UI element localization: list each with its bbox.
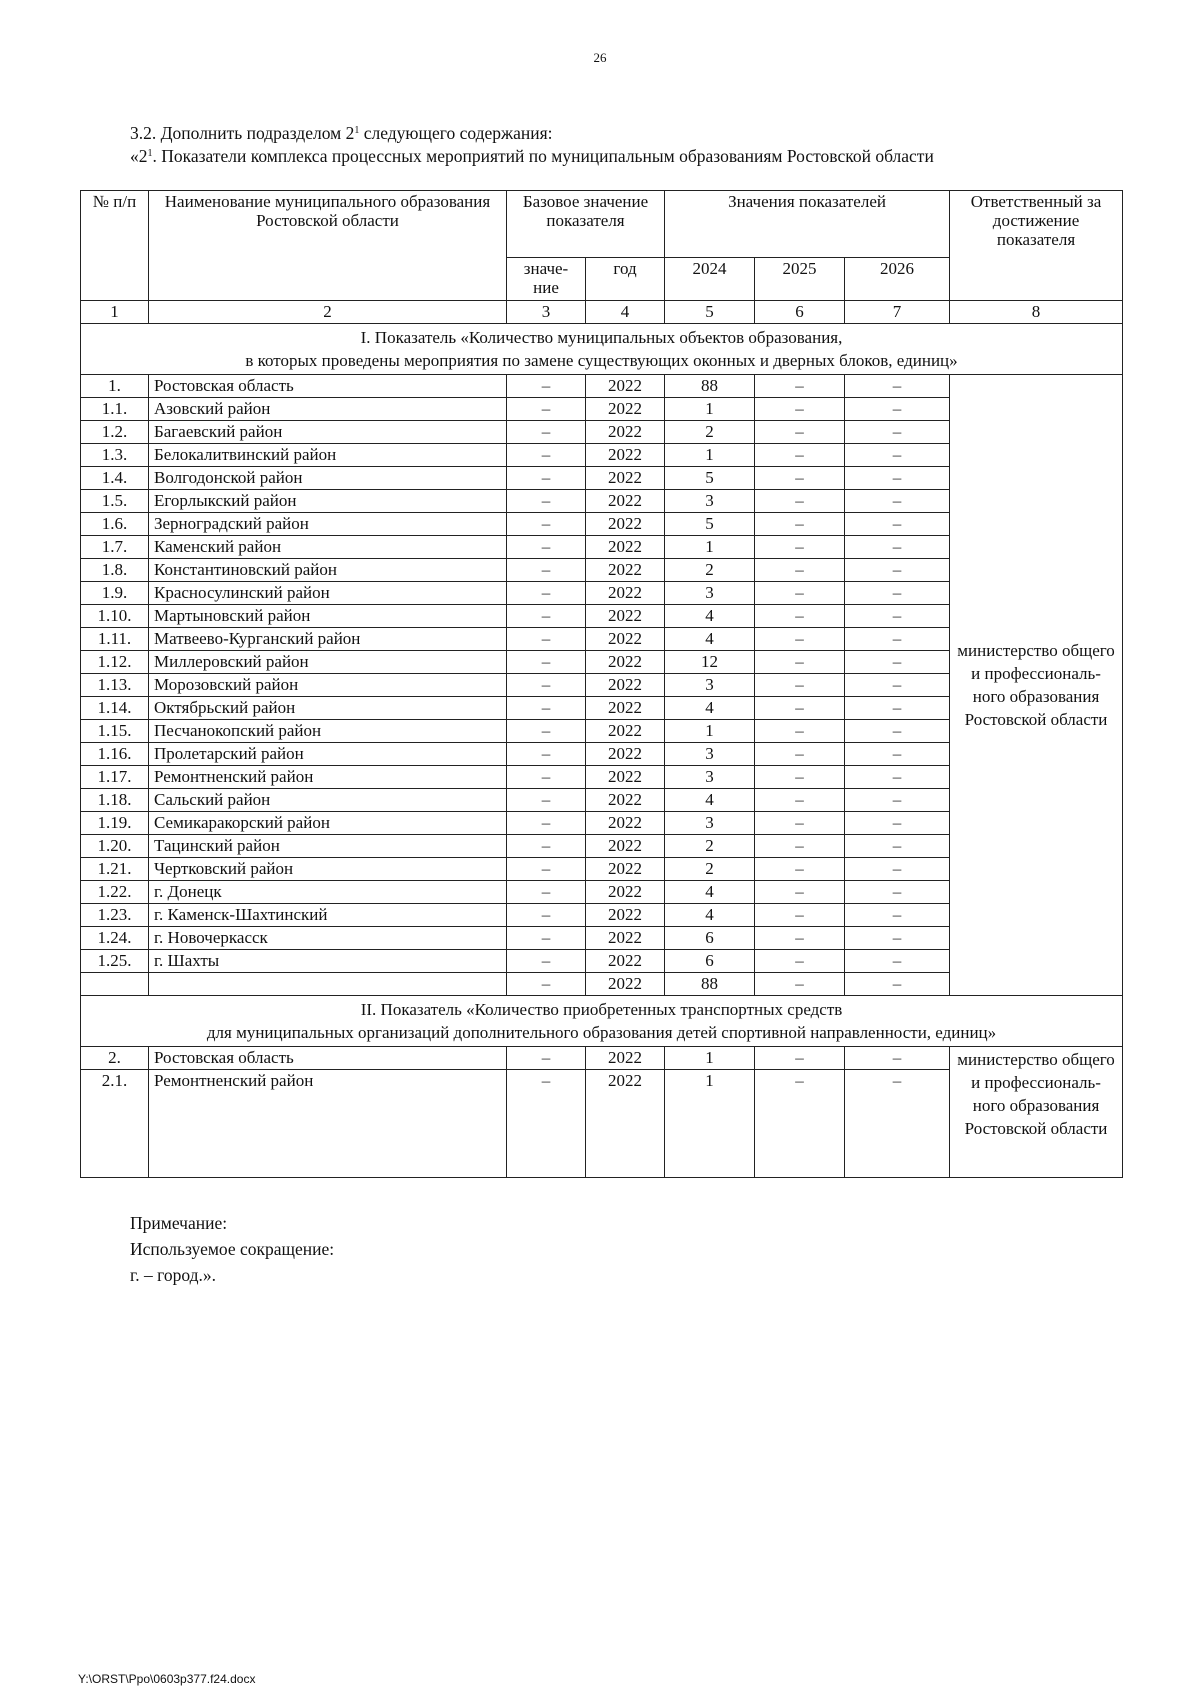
base-value: – — [507, 582, 586, 605]
row-number: 1.17. — [81, 766, 149, 789]
superscript: 1 — [147, 148, 153, 159]
value-2026: – — [845, 375, 950, 398]
base-year: 2022 — [586, 1047, 665, 1070]
value-2026: – — [845, 766, 950, 789]
base-value: – — [507, 835, 586, 858]
base-year: 2022 — [586, 927, 665, 950]
value-2024: 6 — [665, 950, 755, 973]
municipality-name: Миллеровский район — [149, 651, 507, 674]
base-value: – — [507, 789, 586, 812]
value-2024: 1 — [665, 1070, 755, 1178]
row-number: 1.7. — [81, 536, 149, 559]
value-2024: 3 — [665, 766, 755, 789]
value-2025: – — [755, 1047, 845, 1070]
value-2025: – — [755, 697, 845, 720]
base-year: 2022 — [586, 858, 665, 881]
section-1-title-row — [81, 324, 1123, 375]
base-value: – — [507, 697, 586, 720]
value-2026: – — [845, 1047, 950, 1070]
value-2024: 6 — [665, 927, 755, 950]
header-name: Наименование муниципального образования Ростовской области — [149, 191, 507, 301]
municipality-name: Азовский район — [149, 398, 507, 421]
intro-line-1-text-end: следующего содержания: — [359, 123, 553, 143]
value-2026: – — [845, 950, 950, 973]
value-2026: – — [845, 398, 950, 421]
value-2026: – — [845, 467, 950, 490]
value-2024: 88 — [665, 375, 755, 398]
row-number: 1.13. — [81, 674, 149, 697]
row-number: 1.2. — [81, 421, 149, 444]
value-2026: – — [845, 651, 950, 674]
table-row — [81, 375, 1123, 398]
municipality-name: г. Шахты — [149, 950, 507, 973]
row-number: 1.1. — [81, 398, 149, 421]
value-2025: – — [755, 582, 845, 605]
base-year: 2022 — [586, 582, 665, 605]
municipality-name — [149, 973, 507, 996]
base-year: 2022 — [586, 490, 665, 513]
value-2024: 2 — [665, 858, 755, 881]
base-year: 2022 — [586, 1070, 665, 1178]
base-value: – — [507, 720, 586, 743]
base-year: 2022 — [586, 720, 665, 743]
column-number: 7 — [845, 301, 950, 324]
municipality-name: Ремонтненский район — [149, 766, 507, 789]
base-year: 2022 — [586, 559, 665, 582]
value-2025: – — [755, 674, 845, 697]
row-number: 1.22. — [81, 881, 149, 904]
column-number: 5 — [665, 301, 755, 324]
value-2024: 1 — [665, 536, 755, 559]
value-2025: – — [755, 835, 845, 858]
value-2024: 4 — [665, 697, 755, 720]
column-numbers-row — [81, 301, 1123, 324]
value-2025: – — [755, 973, 845, 996]
row-number: 1.20. — [81, 835, 149, 858]
row-number: 1.3. — [81, 444, 149, 467]
row-number: 1.12. — [81, 651, 149, 674]
value-2026: – — [845, 674, 950, 697]
value-2026: – — [845, 743, 950, 766]
base-year: 2022 — [586, 743, 665, 766]
header-base-year: год — [586, 258, 665, 301]
municipality-name: Мартыновский район — [149, 605, 507, 628]
municipality-name: Чертковский район — [149, 858, 507, 881]
value-2025: – — [755, 536, 845, 559]
municipality-name: Ремонтненский район — [149, 1070, 507, 1178]
row-number: 1.21. — [81, 858, 149, 881]
value-2024: 3 — [665, 582, 755, 605]
value-2024: 4 — [665, 904, 755, 927]
base-value: – — [507, 858, 586, 881]
value-2026: – — [845, 927, 950, 950]
value-2024: 1 — [665, 720, 755, 743]
base-value: – — [507, 1047, 586, 1070]
column-number: 8 — [950, 301, 1123, 324]
value-2025: – — [755, 743, 845, 766]
row-number: 1.10. — [81, 605, 149, 628]
base-year: 2022 — [586, 467, 665, 490]
value-2025: – — [755, 559, 845, 582]
column-number: 6 — [755, 301, 845, 324]
indicators-table — [80, 190, 1123, 1178]
base-year: 2022 — [586, 697, 665, 720]
value-2024: 4 — [665, 881, 755, 904]
superscript: 1 — [354, 125, 360, 136]
row-number: 1. — [81, 375, 149, 398]
row-number: 1.4. — [81, 467, 149, 490]
base-value: – — [507, 973, 586, 996]
municipality-name: Октябрьский район — [149, 697, 507, 720]
value-2024: 1 — [665, 1047, 755, 1070]
header-values: Значения показателей — [665, 191, 950, 258]
intro-line-1 — [130, 122, 1130, 145]
base-value: – — [507, 513, 586, 536]
municipality-name: Константиновский район — [149, 559, 507, 582]
section-2-title — [81, 996, 1123, 1047]
value-2025: – — [755, 467, 845, 490]
base-value: – — [507, 375, 586, 398]
value-2026: – — [845, 720, 950, 743]
base-value: – — [507, 398, 586, 421]
value-2025: – — [755, 398, 845, 421]
value-2025: – — [755, 490, 845, 513]
base-value: – — [507, 881, 586, 904]
value-2024: 3 — [665, 674, 755, 697]
municipality-name: Сальский район — [149, 789, 507, 812]
column-number: 1 — [81, 301, 149, 324]
row-number: 1.18. — [81, 789, 149, 812]
row-number: 1.19. — [81, 812, 149, 835]
value-2025: – — [755, 720, 845, 743]
value-2024: 1 — [665, 398, 755, 421]
value-2026: – — [845, 582, 950, 605]
base-value: – — [507, 444, 586, 467]
section-2-title-line-1: II. Показатель «Количество приобретенных транспортных средств — [360, 1000, 843, 1019]
value-2025: – — [755, 881, 845, 904]
value-2024: 4 — [665, 628, 755, 651]
base-year: 2022 — [586, 398, 665, 421]
base-value: – — [507, 605, 586, 628]
municipality-name: Ростовская область — [149, 375, 507, 398]
base-value: – — [507, 766, 586, 789]
value-2024: 3 — [665, 490, 755, 513]
value-2026: – — [845, 858, 950, 881]
value-2025: – — [755, 628, 845, 651]
row-number: 1.24. — [81, 927, 149, 950]
base-value: – — [507, 490, 586, 513]
value-2024: 4 — [665, 789, 755, 812]
value-2026: – — [845, 973, 950, 996]
header-2025: 2025 — [755, 258, 845, 301]
base-value: – — [507, 467, 586, 490]
base-value: – — [507, 421, 586, 444]
municipality-name: Белокалитвинский район — [149, 444, 507, 467]
note-title: Примечание: — [130, 1213, 228, 1233]
value-2024: 3 — [665, 812, 755, 835]
value-2025: – — [755, 421, 845, 444]
base-year: 2022 — [586, 605, 665, 628]
base-value: – — [507, 674, 586, 697]
header-responsible: Ответственный за достижение показателя — [950, 191, 1123, 301]
value-2025: – — [755, 444, 845, 467]
value-2025: – — [755, 651, 845, 674]
value-2025: – — [755, 766, 845, 789]
municipality-name: Красносулинский район — [149, 582, 507, 605]
section-1-title — [81, 324, 1123, 375]
base-year: 2022 — [586, 835, 665, 858]
municipality-name: г. Донецк — [149, 881, 507, 904]
base-value: – — [507, 927, 586, 950]
base-year: 2022 — [586, 375, 665, 398]
base-value: – — [507, 1070, 586, 1178]
table-row — [81, 1047, 1123, 1070]
value-2026: – — [845, 789, 950, 812]
value-2026: – — [845, 490, 950, 513]
file-path-footer: Y:\ORST\Ppo\0603p377.f24.docx — [78, 1672, 256, 1686]
value-2025: – — [755, 904, 845, 927]
value-2025: – — [755, 513, 845, 536]
intro-line-2-text-end: . Показатели комплекса процессных мероприятий по муниципальным образованиям Ростовской области — [152, 146, 934, 166]
value-2025: – — [755, 605, 845, 628]
note-abbreviation: г. – город.». — [130, 1265, 216, 1285]
column-number: 4 — [586, 301, 665, 324]
value-2025: – — [755, 1070, 845, 1178]
base-year: 2022 — [586, 513, 665, 536]
base-year: 2022 — [586, 444, 665, 467]
section-2-title-line-2: для муниципальных организаций дополнительного образования детей спортивной направленности, единиц» — [206, 1023, 997, 1042]
value-2026: – — [845, 812, 950, 835]
value-2026: – — [845, 444, 950, 467]
value-2024: 3 — [665, 743, 755, 766]
value-2026: – — [845, 835, 950, 858]
value-2025: – — [755, 375, 845, 398]
municipality-name: Егорлыкский район — [149, 490, 507, 513]
value-2024: 5 — [665, 513, 755, 536]
value-2026: – — [845, 421, 950, 444]
value-2024: 4 — [665, 605, 755, 628]
row-number: 1.8. — [81, 559, 149, 582]
responsible-authority: министерство общего и профессиональ- ного образования Ростовской области — [950, 1047, 1123, 1178]
value-2024: 12 — [665, 651, 755, 674]
base-value: – — [507, 559, 586, 582]
column-number: 2 — [149, 301, 507, 324]
row-number: 1.25. — [81, 950, 149, 973]
value-2026: – — [845, 628, 950, 651]
section-1-title-line-2: в которых проведены мероприятия по замене существующих оконных и дверных блоков, единиц» — [245, 351, 958, 370]
intro-line-2-text: «2 — [130, 146, 148, 166]
base-value: – — [507, 812, 586, 835]
row-number: 1.23. — [81, 904, 149, 927]
base-year: 2022 — [586, 950, 665, 973]
value-2024: 2 — [665, 835, 755, 858]
municipality-name: г. Каменск-Шахтинский — [149, 904, 507, 927]
municipality-name: Семикаракорский район — [149, 812, 507, 835]
value-2025: – — [755, 789, 845, 812]
section-2-title-row — [81, 996, 1123, 1047]
row-number: 2. — [81, 1047, 149, 1070]
municipality-name: Багаевский район — [149, 421, 507, 444]
column-number: 3 — [507, 301, 586, 324]
base-value: – — [507, 651, 586, 674]
base-year: 2022 — [586, 421, 665, 444]
value-2025: – — [755, 812, 845, 835]
row-number: 1.14. — [81, 697, 149, 720]
header-2026: 2026 — [845, 258, 950, 301]
header-num: № п/п — [81, 191, 149, 301]
row-number: 1.5. — [81, 490, 149, 513]
value-2026: – — [845, 536, 950, 559]
base-year: 2022 — [586, 973, 665, 996]
value-2025: – — [755, 858, 845, 881]
value-2024: 2 — [665, 559, 755, 582]
note-abbreviation-label: Используемое сокращение: — [130, 1239, 335, 1259]
base-year: 2022 — [586, 904, 665, 927]
value-2025: – — [755, 927, 845, 950]
row-number: 1.16. — [81, 743, 149, 766]
row-number: 2.1. — [81, 1070, 149, 1178]
municipality-name: Каменский район — [149, 536, 507, 559]
row-number: 1.6. — [81, 513, 149, 536]
notes — [130, 1210, 334, 1288]
municipality-name: Ростовская область — [149, 1047, 507, 1070]
header-2024: 2024 — [665, 258, 755, 301]
base-year: 2022 — [586, 536, 665, 559]
row-number: 1.15. — [81, 720, 149, 743]
municipality-name: Матвеево-Курганский район — [149, 628, 507, 651]
base-value: – — [507, 950, 586, 973]
base-value: – — [507, 904, 586, 927]
responsible-authority: министерство общего и профессиональ- ного образования Ростовской области — [950, 375, 1123, 996]
value-2026: – — [845, 697, 950, 720]
row-number — [81, 973, 149, 996]
municipality-name: Зерноградский район — [149, 513, 507, 536]
municipality-name: Пролетарский район — [149, 743, 507, 766]
intro-line-2 — [130, 145, 1130, 168]
base-year: 2022 — [586, 766, 665, 789]
base-year: 2022 — [586, 674, 665, 697]
value-2024: 5 — [665, 467, 755, 490]
base-value: – — [507, 628, 586, 651]
intro-text — [130, 122, 1130, 168]
value-2026: – — [845, 881, 950, 904]
base-value: – — [507, 743, 586, 766]
header-base: Базовое значение показателя — [507, 191, 665, 258]
value-2026: – — [845, 605, 950, 628]
value-2025: – — [755, 950, 845, 973]
value-2026: – — [845, 1070, 950, 1178]
base-value: – — [507, 536, 586, 559]
base-year: 2022 — [586, 789, 665, 812]
value-2024: 2 — [665, 421, 755, 444]
municipality-name: Тацинский район — [149, 835, 507, 858]
value-2024: 1 — [665, 444, 755, 467]
base-year: 2022 — [586, 881, 665, 904]
municipality-name: Волгодонской район — [149, 467, 507, 490]
base-year: 2022 — [586, 628, 665, 651]
header-base-value: значе- ние — [507, 258, 586, 301]
value-2024: 88 — [665, 973, 755, 996]
value-2026: – — [845, 513, 950, 536]
municipality-name: Песчанокопский район — [149, 720, 507, 743]
municipality-name: Морозовский район — [149, 674, 507, 697]
section-1-title-line-1: I. Показатель «Количество муниципальных объектов образования, — [360, 328, 843, 347]
value-2026: – — [845, 559, 950, 582]
value-2026: – — [845, 904, 950, 927]
intro-line-1-text: 3.2. Дополнить подразделом 2 — [130, 123, 355, 143]
row-number: 1.9. — [81, 582, 149, 605]
municipality-name: г. Новочеркасск — [149, 927, 507, 950]
base-year: 2022 — [586, 812, 665, 835]
row-number: 1.11. — [81, 628, 149, 651]
base-year: 2022 — [586, 651, 665, 674]
page-number: 26 — [593, 50, 607, 65]
